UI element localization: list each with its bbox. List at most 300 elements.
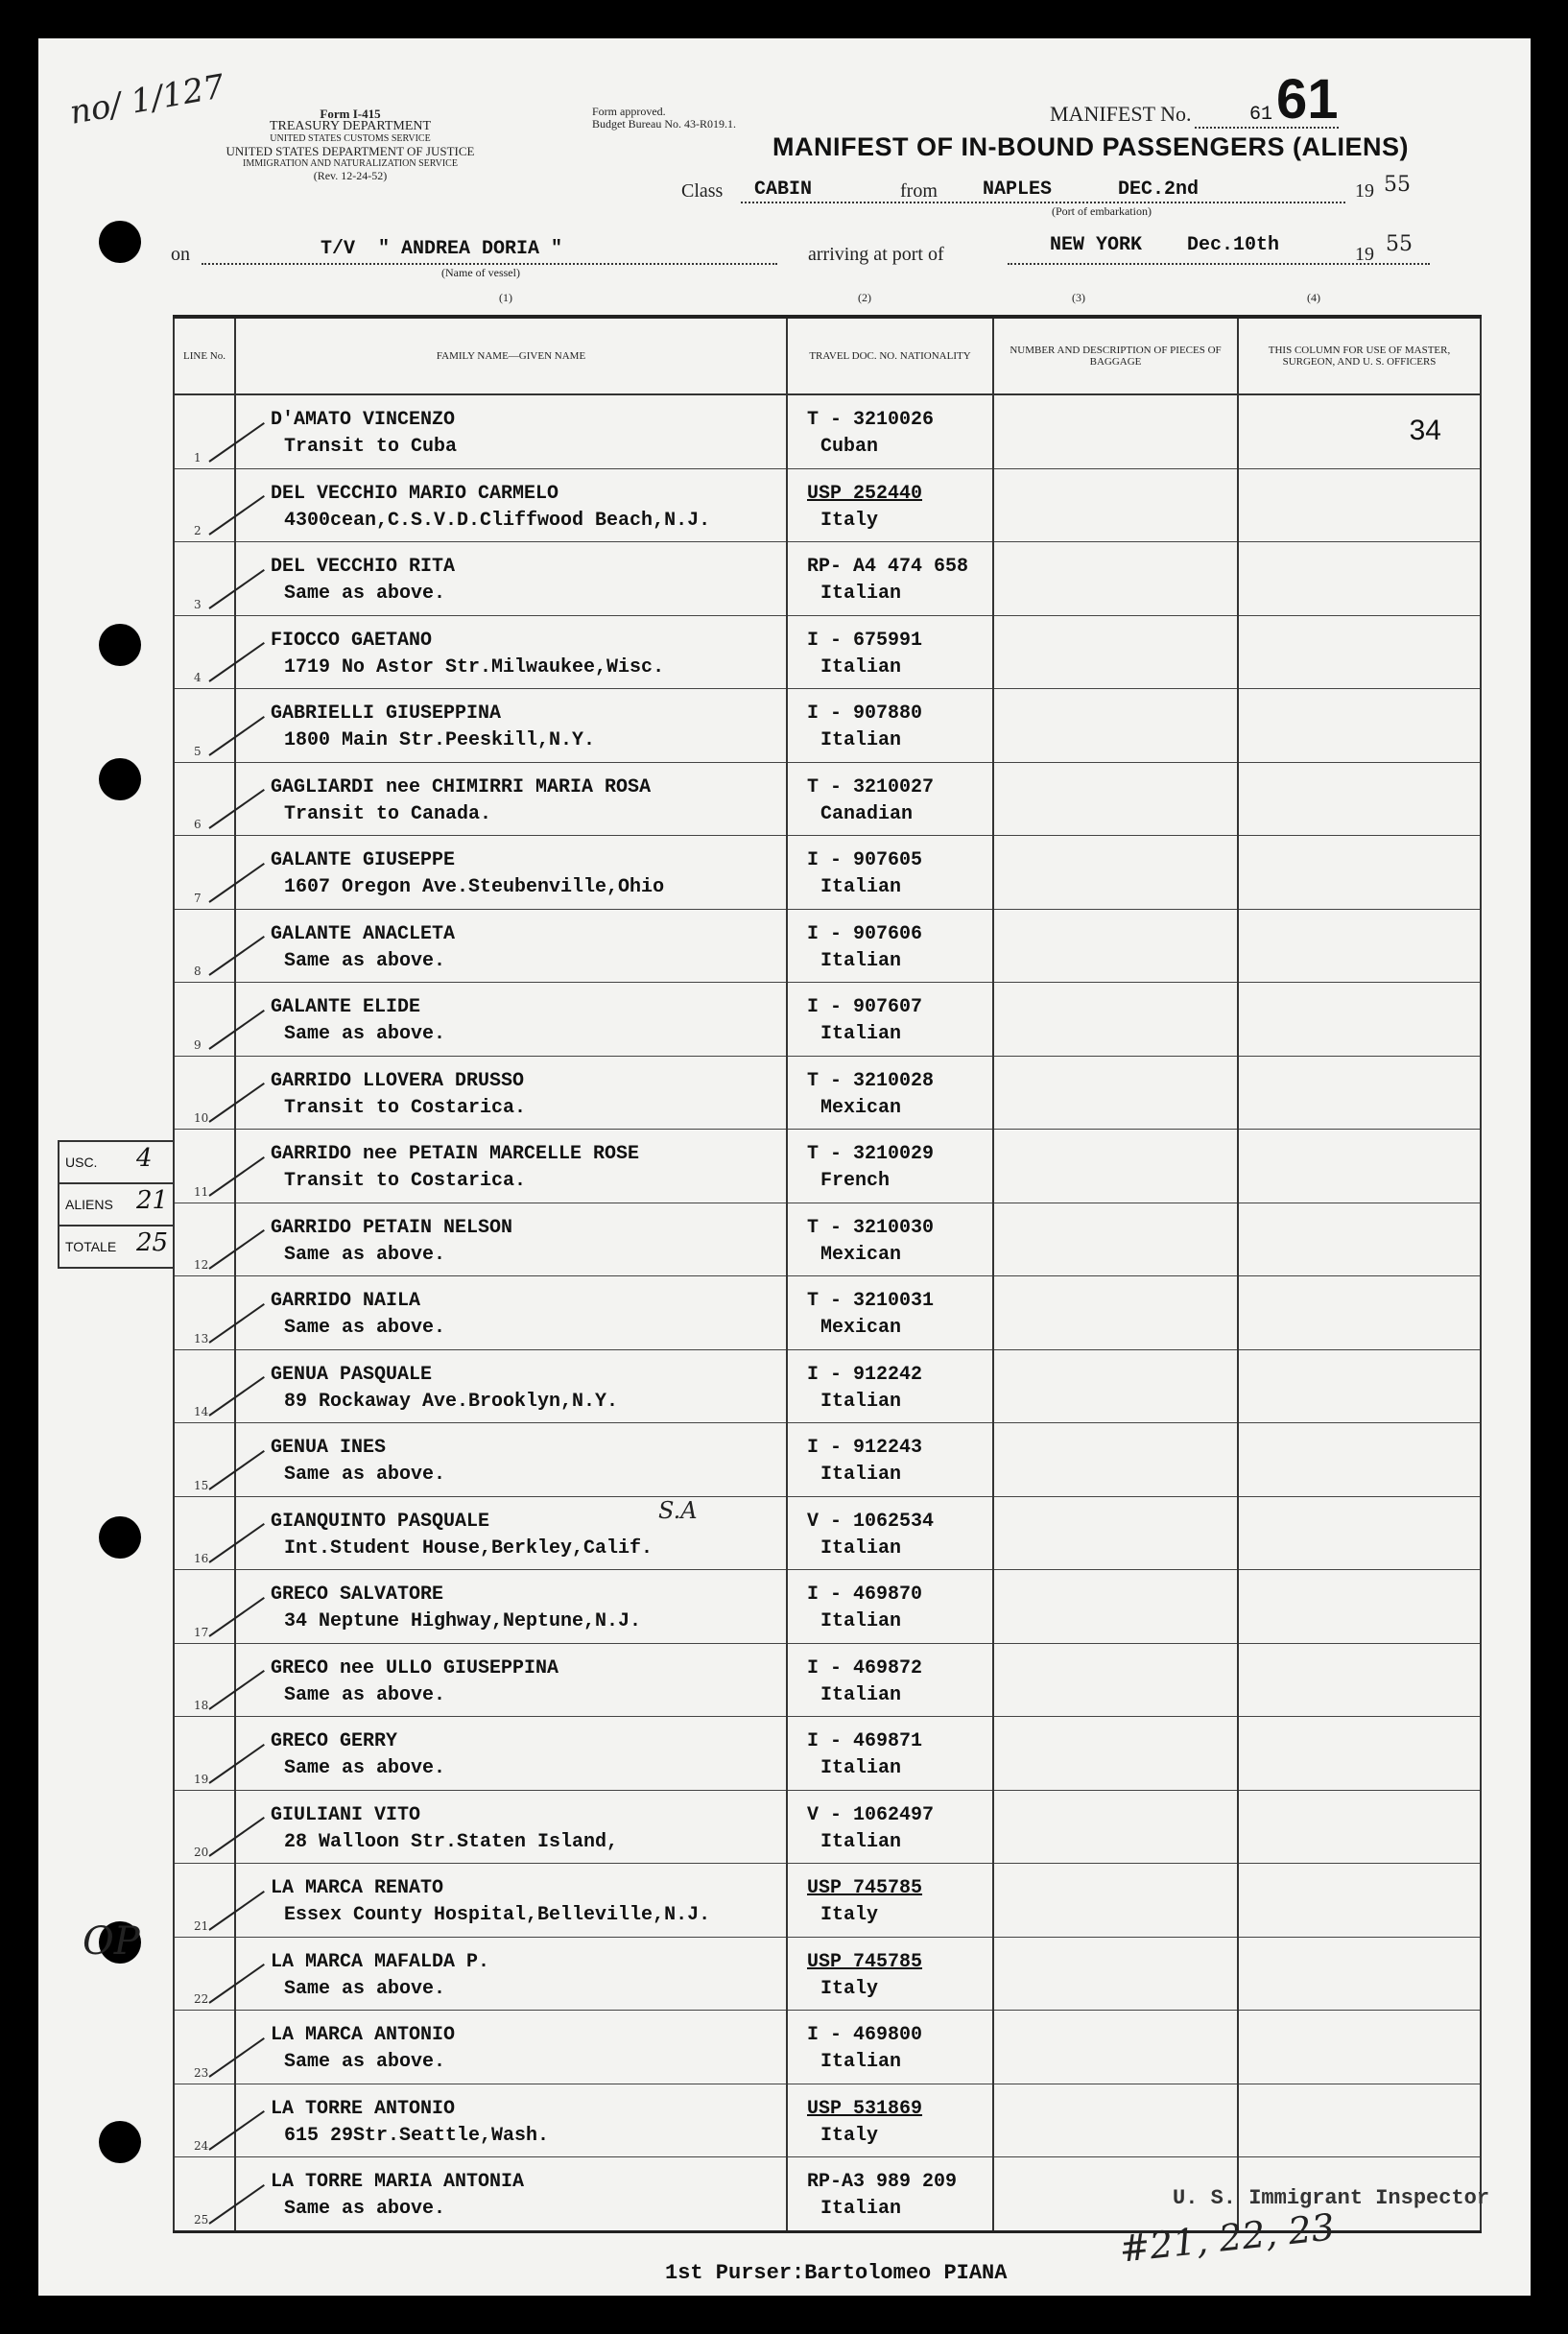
name-cell bbox=[235, 983, 787, 1057]
nationality: Italy bbox=[820, 1904, 879, 1926]
revision-date: (Rev. 12-24-52) bbox=[313, 169, 388, 182]
officers-cell bbox=[1238, 1276, 1481, 1350]
line-no-cell bbox=[174, 468, 235, 542]
travel-doc-number: I - 907605 bbox=[807, 849, 923, 871]
line-number: 24 bbox=[194, 2139, 209, 2153]
travel-doc-cell bbox=[787, 1643, 993, 1717]
port-of-embarkation: NAPLES bbox=[983, 179, 1053, 201]
passenger-address: 34 Neptune Highway,Neptune,N.J. bbox=[284, 1610, 642, 1632]
baggage-cell bbox=[993, 615, 1238, 689]
table-row bbox=[174, 394, 1481, 468]
line-no-cell bbox=[174, 1790, 235, 1864]
officers-cell bbox=[1238, 2011, 1481, 2084]
baggage-cell bbox=[993, 394, 1238, 468]
line-no-cell bbox=[174, 1937, 235, 2011]
agency-block bbox=[163, 107, 537, 182]
table-row bbox=[174, 1717, 1481, 1791]
total-label: TOTALE bbox=[65, 1239, 117, 1254]
travel-doc-cell bbox=[787, 2084, 993, 2157]
nationality: Italian bbox=[820, 876, 902, 898]
nationality: Italian bbox=[820, 1830, 902, 1853]
travel-doc-number: V - 1062534 bbox=[807, 1510, 935, 1533]
purser-line: 1st Purser:Bartolomeo PIANA bbox=[665, 2261, 1008, 2285]
name-cell bbox=[235, 1570, 787, 1644]
aliens-count bbox=[59, 1184, 173, 1227]
budget-bureau: Budget Bureau No. 43-R019.1. bbox=[592, 117, 736, 131]
passenger-name: GAGLIARDI nee CHIMIRRI MARIA ROSA bbox=[271, 775, 652, 798]
line-number: 14 bbox=[194, 1405, 209, 1418]
table-row bbox=[174, 1276, 1481, 1350]
passenger-address: 1800 Main Str.Peeskill,N.Y. bbox=[284, 729, 596, 751]
usc-value: 4 bbox=[136, 1144, 153, 1173]
travel-doc-number: USP 252440 bbox=[807, 482, 923, 505]
col-number-4: (4) bbox=[1307, 291, 1320, 304]
form-approval bbox=[592, 106, 736, 131]
arrival-date: Dec.10th bbox=[1187, 234, 1280, 256]
passenger-name: GALANTE ELIDE bbox=[271, 996, 421, 1018]
travel-doc-number: I - 907880 bbox=[807, 703, 923, 725]
arrival-port: NEW YORK bbox=[1050, 234, 1143, 256]
line-no-cell bbox=[174, 394, 235, 468]
passenger-name: GIULIANI VITO bbox=[271, 1803, 421, 1826]
travel-doc-number: I - 907606 bbox=[807, 922, 923, 945]
handwritten-annotation: S.A bbox=[658, 1496, 698, 1524]
manifest-number-typed: 61 bbox=[1249, 104, 1273, 126]
year-prefix-2: 19 bbox=[1355, 244, 1374, 265]
binder-hole bbox=[99, 2121, 141, 2163]
travel-doc-cell bbox=[787, 762, 993, 836]
travel-doc-cell bbox=[787, 1790, 993, 1864]
line-number: 8 bbox=[194, 965, 202, 978]
line-number: 21 bbox=[194, 1918, 209, 1933]
name-cell bbox=[235, 2084, 787, 2157]
table-row bbox=[174, 1570, 1481, 1644]
line-number: 10 bbox=[194, 1111, 209, 1125]
name-cell bbox=[235, 1056, 787, 1130]
officers-cell bbox=[1238, 1203, 1481, 1276]
col-travel-doc: TRAVEL DOC. NO. NATIONALITY bbox=[787, 317, 993, 394]
nationality: Italian bbox=[820, 1610, 902, 1632]
table-row bbox=[174, 762, 1481, 836]
nationality: Italian bbox=[820, 1683, 902, 1706]
on-label: on bbox=[171, 244, 190, 265]
class-label: Class bbox=[681, 180, 724, 202]
officers-cell bbox=[1238, 1496, 1481, 1570]
passenger-name: GRECO nee ULLO GIUSEPPINA bbox=[271, 1656, 559, 1679]
travel-doc-number: USP 531869 bbox=[807, 2097, 923, 2120]
nationality: Italian bbox=[820, 1536, 902, 1560]
line-number: 4 bbox=[194, 671, 202, 684]
binder-hole bbox=[99, 624, 141, 666]
name-cell bbox=[235, 1130, 787, 1203]
col-number-3: (3) bbox=[1072, 291, 1085, 304]
line-no-cell bbox=[174, 1130, 235, 1203]
travel-doc-cell bbox=[787, 909, 993, 983]
officers-cell bbox=[1238, 1937, 1481, 2011]
inspector-stamp: U. S. Immigrant Inspector bbox=[1173, 2186, 1490, 2210]
travel-doc-number: I - 912242 bbox=[807, 1363, 923, 1386]
passenger-address: Transit to Costarica. bbox=[284, 1096, 527, 1119]
name-cell bbox=[235, 615, 787, 689]
baggage-cell bbox=[993, 762, 1238, 836]
table-row bbox=[174, 1937, 1481, 2011]
line-no-cell bbox=[174, 836, 235, 910]
embarkation-note: (Port of embarkation) bbox=[1052, 204, 1152, 218]
passenger-address: 1719 No Astor Str.Milwaukee,Wisc. bbox=[284, 655, 665, 679]
passenger-table bbox=[173, 315, 1482, 2233]
line-no-cell bbox=[174, 689, 235, 763]
passenger-name: GABRIELLI GIUSEPPINA bbox=[271, 703, 502, 725]
officers-cell bbox=[1238, 909, 1481, 983]
nationality: Mexican bbox=[820, 1243, 902, 1266]
travel-doc-cell bbox=[787, 2157, 993, 2232]
arriving-label: arriving at port of bbox=[808, 244, 944, 265]
table-row bbox=[174, 909, 1481, 983]
name-cell bbox=[235, 1864, 787, 1938]
table-row bbox=[174, 836, 1481, 910]
travel-doc-number: I - 469800 bbox=[807, 2024, 923, 2046]
name-cell bbox=[235, 1717, 787, 1791]
col-baggage: NUMBER AND DESCRIPTION OF PIECES OF BAGGAGE bbox=[993, 317, 1238, 394]
passenger-name: GARRIDO PETAIN NELSON bbox=[271, 1216, 513, 1239]
nationality: Cuban bbox=[820, 436, 879, 458]
baggage-cell bbox=[993, 1276, 1238, 1350]
travel-doc-number: USP 745785 bbox=[807, 1950, 923, 1973]
form-approved: Form approved. bbox=[592, 105, 666, 118]
travel-doc-cell bbox=[787, 1496, 993, 1570]
travel-doc-number: I - 469871 bbox=[807, 1730, 923, 1752]
baggage-cell bbox=[993, 1130, 1238, 1203]
nationality: Mexican bbox=[820, 1096, 902, 1119]
passenger-name: D'AMATO VINCENZO bbox=[271, 409, 456, 431]
line-number: 7 bbox=[194, 891, 202, 905]
officers-cell bbox=[1238, 762, 1481, 836]
name-cell bbox=[235, 2157, 787, 2232]
travel-doc-number: I - 469870 bbox=[807, 1584, 923, 1606]
name-cell bbox=[235, 542, 787, 616]
passenger-address: Transit to Cuba bbox=[284, 436, 458, 458]
passenger-address: Same as above. bbox=[284, 1317, 446, 1339]
passenger-address: Same as above. bbox=[284, 1977, 446, 2000]
baggage-cell bbox=[993, 909, 1238, 983]
passenger-address: Same as above. bbox=[284, 1464, 446, 1486]
officers-cell bbox=[1238, 394, 1481, 468]
table-row bbox=[174, 1790, 1481, 1864]
table-row bbox=[174, 1643, 1481, 1717]
baggage-cell bbox=[993, 1717, 1238, 1791]
vessel-name: T/V " ANDREA DORIA " bbox=[321, 238, 563, 260]
nationality: Italian bbox=[820, 1757, 902, 1779]
travel-doc-number: I - 469872 bbox=[807, 1656, 923, 1679]
line-number: 3 bbox=[194, 597, 202, 611]
passenger-name: DEL VECCHIO RITA bbox=[271, 556, 456, 578]
travel-doc-cell bbox=[787, 394, 993, 468]
treasury-department: TREASURY DEPARTMENT bbox=[269, 119, 432, 133]
manifest-number-label: MANIFEST No. bbox=[1050, 102, 1192, 126]
nationality: Italy bbox=[820, 2124, 879, 2147]
travel-doc-cell bbox=[787, 542, 993, 616]
officers-cell bbox=[1238, 1864, 1481, 1938]
line-no-cell bbox=[174, 762, 235, 836]
travel-doc-cell bbox=[787, 1937, 993, 2011]
officers-cell bbox=[1238, 1790, 1481, 1864]
baggage-cell bbox=[993, 1937, 1238, 2011]
travel-doc-number: T - 3210030 bbox=[807, 1216, 935, 1239]
baggage-cell bbox=[993, 2011, 1238, 2084]
handwritten-corner-note: no/ 1/127 bbox=[66, 67, 227, 132]
line-number: 6 bbox=[194, 818, 202, 831]
line-number: 2 bbox=[194, 524, 202, 537]
nationality: Italian bbox=[820, 1390, 902, 1413]
line-no-cell bbox=[174, 2011, 235, 2084]
nationality: Italy bbox=[820, 509, 879, 532]
line-number: 15 bbox=[194, 1478, 209, 1492]
nationality: Italy bbox=[820, 1977, 879, 2000]
line-no-cell bbox=[174, 909, 235, 983]
name-cell bbox=[235, 1937, 787, 2011]
nationality: Italian bbox=[820, 729, 902, 751]
col-name: FAMILY NAME—GIVEN NAME bbox=[235, 317, 787, 394]
passenger-name: LA TORRE MARIA ANTONIA bbox=[271, 2171, 525, 2193]
name-cell bbox=[235, 1790, 787, 1864]
table-row bbox=[174, 1864, 1481, 1938]
table-row bbox=[174, 615, 1481, 689]
binder-hole bbox=[99, 221, 141, 263]
passenger-address: 4300cean,C.S.V.D.Cliffwood Beach,N.J. bbox=[284, 509, 711, 532]
line-number: 17 bbox=[194, 1625, 209, 1639]
travel-doc-number: T - 3210031 bbox=[807, 1290, 935, 1312]
col-number-1: (1) bbox=[499, 291, 512, 304]
passenger-address: 1607 Oregon Ave.Steubenville,Ohio bbox=[284, 876, 665, 898]
officers-cell bbox=[1238, 468, 1481, 542]
travel-doc-cell bbox=[787, 1864, 993, 1938]
travel-doc-number: I - 912243 bbox=[807, 1437, 923, 1459]
officers-cell bbox=[1238, 836, 1481, 910]
table-row bbox=[174, 1056, 1481, 1130]
nationality: Italian bbox=[820, 1464, 902, 1486]
year-suffix: 55 bbox=[1384, 173, 1411, 197]
table-row bbox=[174, 1496, 1481, 1570]
travel-doc-number: I - 907607 bbox=[807, 996, 923, 1018]
manifest-number-stamp: 61 bbox=[1276, 68, 1339, 131]
passenger-address: 615 29Str.Seattle,Wash. bbox=[284, 2124, 550, 2147]
customs-service: UNITED STATES CUSTOMS SERVICE bbox=[270, 133, 431, 144]
table-row bbox=[174, 1423, 1481, 1497]
travel-doc-number: USP 745785 bbox=[807, 1877, 923, 1899]
travel-doc-cell bbox=[787, 689, 993, 763]
officers-cell bbox=[1238, 1570, 1481, 1644]
name-cell bbox=[235, 836, 787, 910]
travel-doc-cell bbox=[787, 836, 993, 910]
passenger-name: LA MARCA ANTONIO bbox=[271, 2024, 456, 2046]
passenger-name: GARRIDO nee PETAIN MARCELLE ROSE bbox=[271, 1143, 640, 1165]
department-of-justice: UNITED STATES DEPARTMENT OF JUSTICE bbox=[226, 144, 475, 158]
officers-cell bbox=[1238, 983, 1481, 1057]
nationality: Italian bbox=[820, 655, 902, 679]
officers-cell bbox=[1238, 1423, 1481, 1497]
passenger-address: Transit to Canada. bbox=[284, 802, 492, 825]
passenger-address: Same as above. bbox=[284, 1757, 446, 1779]
passenger-name: GALANTE GIUSEPPE bbox=[271, 849, 456, 871]
baggage-cell bbox=[993, 1203, 1238, 1276]
line-no-cell bbox=[174, 2157, 235, 2232]
line-number: 9 bbox=[194, 1037, 202, 1052]
passenger-address: Int.Student House,Berkley,Calif. bbox=[284, 1536, 653, 1560]
travel-doc-cell bbox=[787, 1056, 993, 1130]
table-row bbox=[174, 689, 1481, 763]
col-officers: THIS COLUMN FOR USE OF MASTER, SURGEON, AND U. S. OFFICERS bbox=[1238, 317, 1481, 394]
officers-cell bbox=[1238, 1349, 1481, 1423]
baggage-cell bbox=[993, 836, 1238, 910]
travel-doc-cell bbox=[787, 1203, 993, 1276]
officers-cell bbox=[1238, 1717, 1481, 1791]
table-row bbox=[174, 1349, 1481, 1423]
name-cell bbox=[235, 689, 787, 763]
line-no-cell bbox=[174, 2084, 235, 2157]
officers-cell bbox=[1238, 542, 1481, 616]
officer-note: 34 bbox=[1409, 415, 1441, 446]
passenger-name: GRECO SALVATORE bbox=[271, 1584, 444, 1606]
officers-cell bbox=[1238, 615, 1481, 689]
passenger-name: GRECO GERRY bbox=[271, 1730, 398, 1752]
nationality: Mexican bbox=[820, 1317, 902, 1339]
nationality: Italian bbox=[820, 949, 902, 972]
passenger-address: Essex County Hospital,Belleville,N.J. bbox=[284, 1904, 711, 1926]
inspector-signature: #21, 22, 23 bbox=[1117, 2205, 1337, 2271]
ins-service: IMMIGRATION AND NATURALIZATION SERVICE bbox=[243, 158, 458, 169]
officers-cell bbox=[1238, 1056, 1481, 1130]
baggage-cell bbox=[993, 1349, 1238, 1423]
line-no-cell bbox=[174, 1570, 235, 1644]
travel-doc-cell bbox=[787, 1717, 993, 1791]
line-no-cell bbox=[174, 1717, 235, 1791]
travel-doc-cell bbox=[787, 2011, 993, 2084]
line-no-cell bbox=[174, 1864, 235, 1938]
usc-label: USC. bbox=[65, 1155, 98, 1170]
table-row bbox=[174, 1130, 1481, 1203]
baggage-cell bbox=[993, 1864, 1238, 1938]
travel-doc-number: I - 675991 bbox=[807, 629, 923, 652]
passenger-name: GALANTE ANACLETA bbox=[271, 922, 456, 945]
name-cell bbox=[235, 1496, 787, 1570]
nationality: Italian bbox=[820, 1023, 902, 1045]
line-number: 16 bbox=[194, 1552, 209, 1565]
name-cell bbox=[235, 2011, 787, 2084]
passenger-address: Same as above. bbox=[284, 949, 446, 972]
passenger-address: Same as above. bbox=[284, 583, 446, 605]
line-no-cell bbox=[174, 1423, 235, 1497]
table-row bbox=[174, 1203, 1481, 1276]
line-number: 12 bbox=[194, 1258, 209, 1272]
travel-doc-number: T - 3210026 bbox=[807, 409, 935, 431]
embarkation-date: DEC.2nd bbox=[1118, 179, 1200, 201]
travel-doc-number: RP-A3 989 209 bbox=[807, 2171, 958, 2193]
name-cell bbox=[235, 762, 787, 836]
passenger-address: Same as above. bbox=[284, 1243, 446, 1266]
travel-doc-cell bbox=[787, 1130, 993, 1203]
aliens-value: 21 bbox=[136, 1186, 169, 1215]
baggage-cell bbox=[993, 1570, 1238, 1644]
aliens-label: ALIENS bbox=[65, 1197, 113, 1212]
travel-doc-number: T - 3210028 bbox=[807, 1069, 935, 1092]
passenger-name: GENUA INES bbox=[271, 1437, 387, 1459]
total-value: 25 bbox=[136, 1228, 169, 1257]
travel-doc-cell bbox=[787, 1276, 993, 1350]
nationality: French bbox=[820, 1170, 891, 1192]
baggage-cell bbox=[993, 2084, 1238, 2157]
col-line-no: LINE No. bbox=[174, 317, 235, 394]
travel-doc-cell bbox=[787, 1570, 993, 1644]
col-number-2: (2) bbox=[858, 291, 871, 304]
line-no-cell bbox=[174, 1056, 235, 1130]
form-number: Form I-415 bbox=[320, 107, 381, 121]
officers-cell bbox=[1238, 1130, 1481, 1203]
baggage-cell bbox=[993, 1790, 1238, 1864]
line-number: 20 bbox=[194, 1846, 209, 1859]
line-number: 19 bbox=[194, 1772, 209, 1786]
table-header bbox=[174, 317, 1481, 394]
table-row bbox=[174, 542, 1481, 616]
line-number: 11 bbox=[194, 1184, 209, 1199]
travel-doc-cell bbox=[787, 983, 993, 1057]
line-no-cell bbox=[174, 1349, 235, 1423]
manifest-title: MANIFEST OF IN-BOUND PASSENGERS (ALIENS) bbox=[772, 132, 1410, 161]
totals-box bbox=[58, 1140, 175, 1269]
name-cell bbox=[235, 1203, 787, 1276]
passenger-name: GARRIDO LLOVERA DRUSSO bbox=[271, 1069, 525, 1092]
name-cell bbox=[235, 909, 787, 983]
baggage-cell bbox=[993, 468, 1238, 542]
usc-count bbox=[59, 1142, 173, 1184]
nationality: Italian bbox=[820, 583, 902, 605]
line-number: 1 bbox=[194, 450, 202, 464]
passenger-name: LA TORRE ANTONIO bbox=[271, 2097, 456, 2120]
table-row bbox=[174, 2011, 1481, 2084]
travel-doc-cell bbox=[787, 468, 993, 542]
passenger-address: 28 Walloon Str.Staten Island, bbox=[284, 1830, 619, 1853]
line-number: 25 bbox=[194, 2212, 209, 2227]
travel-doc-cell bbox=[787, 1423, 993, 1497]
travel-doc-number: V - 1062497 bbox=[807, 1803, 935, 1826]
nationality: Italian bbox=[820, 2051, 902, 2073]
table-row bbox=[174, 2084, 1481, 2157]
baggage-cell bbox=[993, 542, 1238, 616]
baggage-cell bbox=[993, 983, 1238, 1057]
nationality: Canadian bbox=[820, 802, 914, 825]
line-no-cell bbox=[174, 983, 235, 1057]
vessel-name-note: (Name of vessel) bbox=[441, 266, 520, 279]
travel-doc-number: RP- A4 474 658 bbox=[807, 556, 969, 578]
line-number: 23 bbox=[194, 2065, 209, 2080]
baggage-cell bbox=[993, 689, 1238, 763]
line-number: 18 bbox=[194, 1699, 209, 1712]
name-cell bbox=[235, 1349, 787, 1423]
travel-doc-cell bbox=[787, 1349, 993, 1423]
binder-hole bbox=[99, 758, 141, 800]
total-count bbox=[59, 1227, 173, 1267]
passenger-name: DEL VECCHIO MARIO CARMELO bbox=[271, 482, 559, 505]
name-cell bbox=[235, 468, 787, 542]
travel-doc-cell bbox=[787, 615, 993, 689]
passenger-name: GIANQUINTO PASQUALE bbox=[271, 1510, 490, 1533]
passenger-name: LA MARCA MAFALDA P. bbox=[271, 1950, 490, 1973]
line-no-cell bbox=[174, 1643, 235, 1717]
passenger-address: 89 Rockaway Ave.Brooklyn,N.Y. bbox=[284, 1390, 619, 1413]
baggage-cell bbox=[993, 1423, 1238, 1497]
passenger-name: LA MARCA RENATO bbox=[271, 1877, 444, 1899]
name-cell bbox=[235, 1643, 787, 1717]
passenger-name: GARRIDO NAILA bbox=[271, 1290, 421, 1312]
